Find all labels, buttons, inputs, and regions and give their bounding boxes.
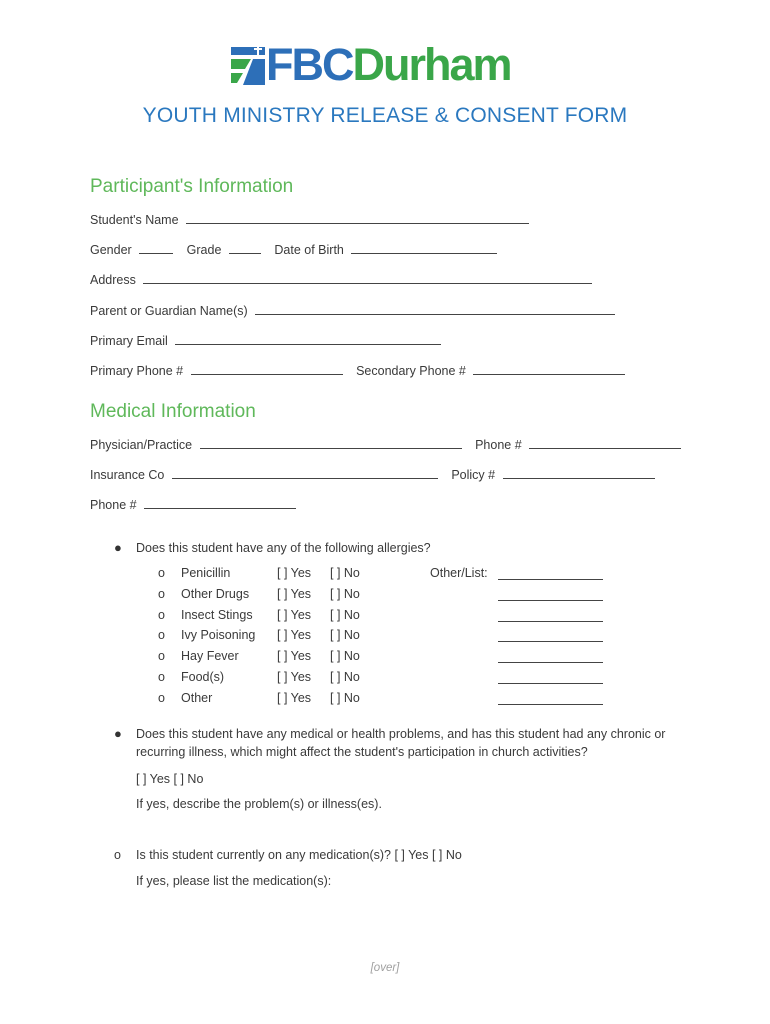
allergy-yes-checkbox[interactable]: [ ] Yes	[277, 649, 312, 663]
insurance-row	[90, 466, 655, 482]
allergy-no-checkbox[interactable]: [ ] No	[330, 670, 360, 684]
gender-grade-row	[90, 241, 497, 257]
medication-question[interactable]: Is this student currently on any medication(s)? [ ] Yes [ ] No	[136, 848, 462, 862]
allergy-yes-checkbox[interactable]: [ ] Yes	[277, 628, 312, 642]
circle-bullet: o	[158, 628, 165, 642]
policy-label: Policy #	[451, 468, 496, 482]
allergy-label: Ivy Poisoning	[181, 628, 256, 642]
health-describe: If yes, describe the problem(s) or illness(es).	[136, 797, 382, 811]
circle-bullet: o	[158, 608, 165, 622]
guardian-label: Parent or Guardian Name(s)	[90, 304, 248, 318]
email-label: Primary Email	[90, 334, 168, 348]
address-row	[90, 271, 592, 287]
allergy-label: Other Drugs	[181, 587, 250, 601]
physician-row	[90, 436, 681, 452]
medication-list-label: If yes, please list the medication(s):	[136, 874, 332, 888]
circle-bullet: o	[114, 848, 121, 862]
email-row	[90, 332, 441, 348]
form-title: YOUTH MINISTRY RELEASE & CONSENT FORM	[142, 104, 628, 127]
insurance-phone-label: Phone #	[90, 498, 137, 512]
circle-bullet: o	[158, 649, 165, 663]
secondary-phone-field[interactable]	[473, 362, 625, 375]
logo-wordmark	[266, 39, 511, 90]
allergy-yes-checkbox[interactable]: [ ] Yes	[277, 587, 312, 601]
logo-fbc: FBC	[266, 39, 353, 90]
allergy-other-field[interactable]	[498, 651, 603, 663]
allergy-other-field[interactable]	[498, 672, 603, 684]
allergy-no-checkbox[interactable]: [ ] No	[330, 566, 360, 580]
guardian-field[interactable]	[255, 302, 615, 315]
physician-phone-label: Phone #	[475, 438, 522, 452]
student-name-row	[90, 211, 529, 227]
phone-row	[90, 362, 625, 378]
dob-field[interactable]	[351, 241, 497, 254]
physician-field[interactable]	[200, 436, 462, 449]
allergy-no-checkbox[interactable]: [ ] No	[330, 608, 360, 622]
allergy-other-field[interactable]	[498, 610, 603, 622]
insurance-label: Insurance Co	[90, 468, 165, 482]
over-note: [over]	[370, 962, 400, 974]
allergy-yes-checkbox[interactable]: [ ] Yes	[277, 691, 312, 705]
allergy-yes-checkbox[interactable]: [ ] Yes	[277, 670, 312, 684]
email-field[interactable]	[175, 332, 441, 345]
insurance-phone-field[interactable]	[144, 496, 296, 509]
address-label: Address	[90, 273, 136, 287]
physician-label: Physician/Practice	[90, 438, 193, 452]
allergy-label: Penicillin	[181, 566, 231, 580]
allergy-no-checkbox[interactable]: [ ] No	[330, 628, 360, 642]
dob-label: Date of Birth	[274, 243, 344, 257]
primary-phone-field[interactable]	[191, 362, 343, 375]
bullet-dot: ●	[114, 540, 122, 555]
guardian-row	[90, 302, 615, 318]
allergy-other-field[interactable]	[498, 630, 603, 642]
allergy-other-field[interactable]	[498, 693, 603, 705]
student-name-field[interactable]	[186, 211, 529, 224]
grade-label: Grade	[186, 243, 222, 257]
grade-field[interactable]	[229, 241, 261, 254]
secondary-phone-label: Secondary Phone #	[356, 364, 466, 378]
logo-durham: Durham	[352, 39, 511, 90]
participant-heading: Participant's Information	[90, 176, 294, 197]
address-field[interactable]	[143, 271, 592, 284]
allergy-no-checkbox[interactable]: [ ] No	[330, 691, 360, 705]
circle-bullet: o	[158, 691, 165, 705]
allergy-label: Food(s)	[181, 670, 225, 684]
policy-field[interactable]	[503, 466, 655, 479]
primary-phone-label: Primary Phone #	[90, 364, 184, 378]
insurance-phone-row	[90, 496, 296, 512]
allergy-other-field[interactable]	[498, 589, 603, 601]
circle-bullet: o	[158, 587, 165, 601]
allergy-yes-checkbox[interactable]: [ ] Yes	[277, 608, 312, 622]
gender-field[interactable]	[139, 241, 173, 254]
health-yes-no[interactable]: [ ] Yes [ ] No	[136, 772, 204, 786]
allergy-label: Hay Fever	[181, 649, 239, 663]
allergy-label: Other	[181, 691, 213, 705]
bullet-dot: ●	[114, 726, 122, 741]
health-question-line1: Does this student have any medical or health problems, and has this student had any chronic or	[136, 727, 666, 741]
circle-bullet: o	[158, 670, 165, 684]
allergy-yes-checkbox[interactable]: [ ] Yes	[277, 566, 312, 580]
allergy-no-checkbox[interactable]: [ ] No	[330, 587, 360, 601]
allergy-label: Insect Stings	[181, 608, 253, 622]
gender-label: Gender	[90, 243, 132, 257]
insurance-field[interactable]	[172, 466, 438, 479]
physician-phone-field[interactable]	[529, 436, 681, 449]
church-logo-mark	[231, 45, 265, 87]
allergy-no-checkbox[interactable]: [ ] No	[330, 649, 360, 663]
circle-bullet: o	[158, 566, 165, 580]
allergy-question: Does this student have any of the following allergies?	[136, 541, 431, 555]
medical-heading: Medical Information	[90, 401, 256, 422]
other-list-label: Other/List:	[430, 566, 488, 580]
allergy-other-field[interactable]	[498, 568, 603, 580]
health-question-line2: recurring illness, which might affect the student's participation in church activities?	[136, 745, 588, 759]
student-name-label: Student's Name	[90, 213, 179, 227]
